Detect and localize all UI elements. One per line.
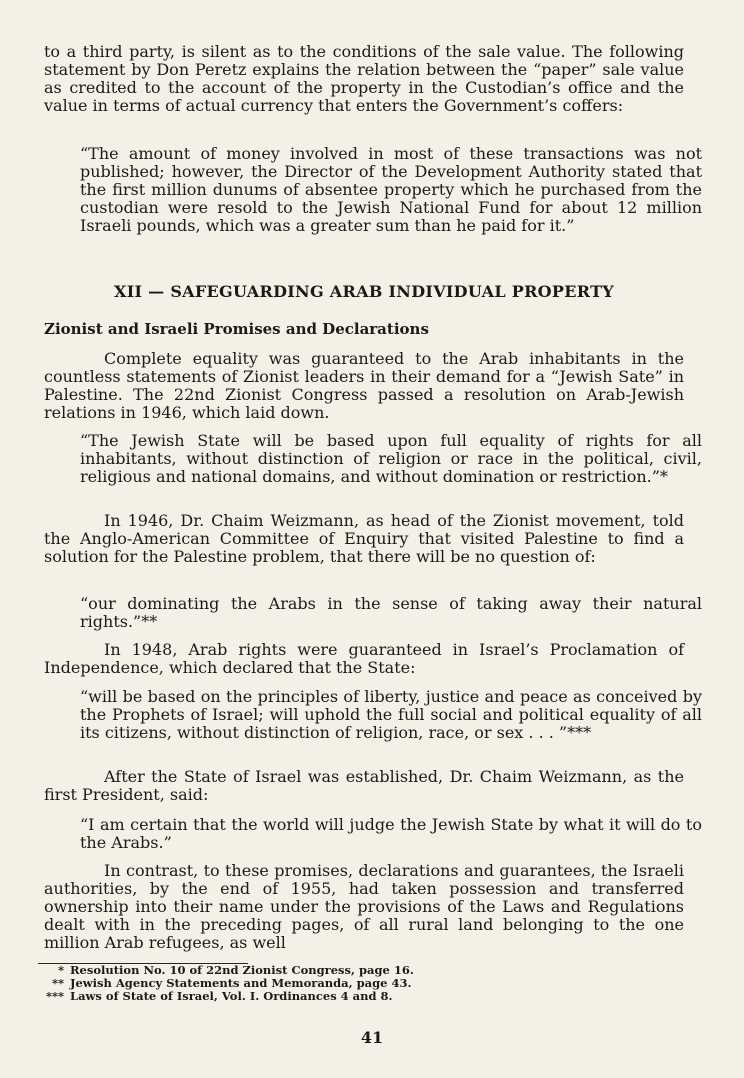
footnotes (30, 964, 550, 1003)
footnote: ** Jewish Agency Statements and Memoranda, page 43. (51, 976, 412, 990)
paragraph-proclamation: In 1948, Arab rights were guaranteed in Israel’s Proclamation of Independence, which declared that the State: (44, 640, 684, 677)
quote-peretz: “The amount of money involved in most of these transactions was not published; however, the Director of the Development Authority stated that the first million dunums of absentee property which he purchased from the custodian were resold to the Jewish National Fund for about 12 million Israeli pounds, which was a greater sum than he paid for it.” (80, 144, 702, 235)
paragraph-equality: Complete equality was guaranteed to the Arab inhabitants in the countless statements of Zionist leaders in their demand for a “Jewish Sate” in Palestine. The 22nd Zionist Congress passed a resolution on Arab-Jewish relations in 1946, which laid down. (44, 349, 684, 422)
page-number: 41 (360, 1028, 384, 1047)
footnote: *** Laws of State of Israel, Vol. I. Ordinances 4 and 8. (45, 989, 393, 1003)
quote-weizmann-president: “I am certain that the world will judge the Jewish State by what it will do to the Arabs.” (80, 815, 702, 852)
paragraph-weizmann-president: After the State of Israel was established, Dr. Chaim Weizmann, as the first President, said: (44, 767, 684, 804)
paragraph-weizmann-1946: In 1946, Dr. Chaim Weizmann, as head of the Zionist movement, told the Anglo-American Committee of Enquiry that visited Palestine to find a solution for the Palestine problem, that there will be no question of: (44, 511, 684, 566)
section-heading: XII — SAFEGUARDING ARAB INDIVIDUAL PROPERTY (114, 282, 614, 301)
subsection-heading: Zionist and Israeli Promises and Declarations (44, 320, 429, 338)
footnote: * Resolution No. 10 of 22nd Zionist Congress, page 16. (57, 963, 414, 977)
paragraph-peretz-intro: to a third party, is silent as to the conditions of the sale value. The following statement by Don Peretz explains the relation between the “paper” sale value as credited to the account of the property in the Custodian’s office and the value in terms of actual currency that enters the Government’s coffers: (44, 42, 684, 115)
paragraph-contrast: In contrast, to these promises, declarations and guarantees, the Israeli authorities, by the end of 1955, had taken possession and transferred ownership into their name under the provisions of the Laws and Regulations dealt with in the preceding pages, of all rural land belonging to the one million Arab refugees, as well (44, 861, 684, 952)
quote-proclamation: “will be based on the principles of liberty, justice and peace as conceived by the Prophets of Israel; will uphold the full social and political equality of all its citizens, without distinction of religion, race, or sex . . . ”*** (80, 687, 702, 742)
quote-zionist-congress: “The Jewish State will be based upon full equality of rights for all inhabitants, without distinction of religion or race in the political, civil, religious and national domains, and without domination or restriction.”* (80, 431, 702, 486)
quote-weizmann-1946: “our dominating the Arabs in the sense of taking away their natural rights.”** (80, 594, 702, 631)
